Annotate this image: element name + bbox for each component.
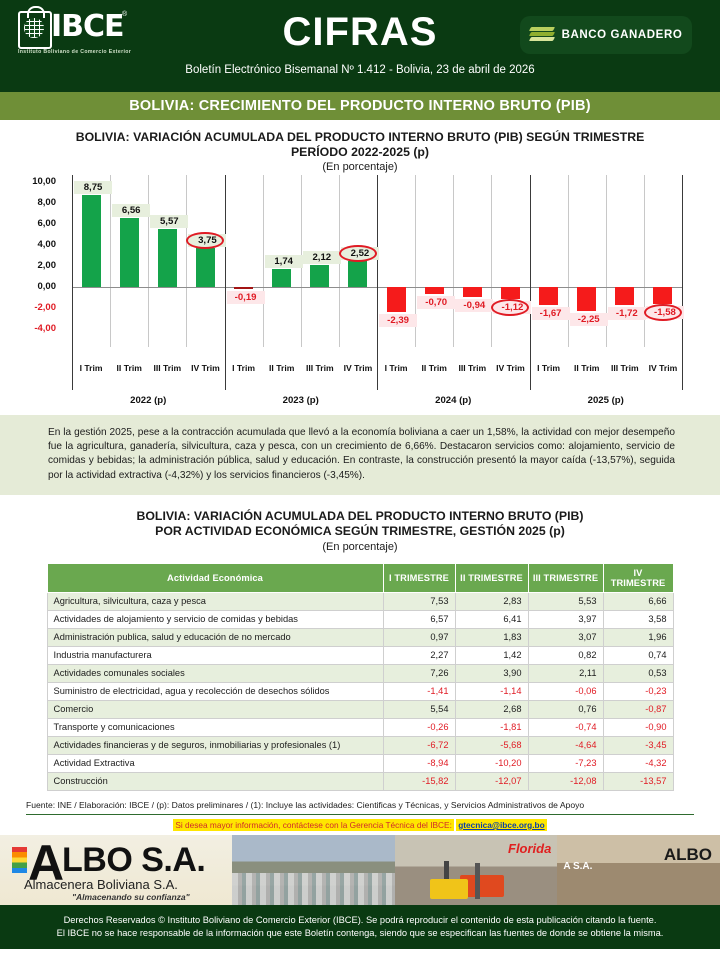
table-cell-value: 1,96 xyxy=(603,628,673,646)
table-cell-activity: Actividades comunales sociales xyxy=(47,664,383,682)
x-axis-tick-label: I Trim xyxy=(537,363,561,373)
table-cell-value: -4,32 xyxy=(603,754,673,772)
banner-photo-warehouse xyxy=(557,835,720,905)
table-row xyxy=(47,700,673,718)
table-header-row xyxy=(47,563,673,592)
parked-cars-texture xyxy=(232,873,395,905)
chart-bar xyxy=(310,265,329,287)
group-separator xyxy=(530,175,531,390)
table-cell-activity: Comercio xyxy=(47,700,383,718)
chart-gridline xyxy=(263,175,264,347)
x-axis-tick-label: II Trim xyxy=(421,363,447,373)
chart-bar xyxy=(387,287,406,312)
source-line: Fuente: INE / Elaboración: IBCE / (p): Datos preliminares / (1): Incluye las actividades: Cientificas y Técnicas, y Servicios Administrativos de Apoyo xyxy=(26,800,694,815)
bulletin-line: Boletín Electrónico Bisemanal Nº 1.412 - Bolivia, 23 de abril de 2026 xyxy=(185,64,535,76)
table-cell-value: -0,74 xyxy=(528,718,603,736)
albo-sign-label: ALBO xyxy=(663,844,713,864)
table-cell-value: -13,57 xyxy=(603,772,673,790)
table-column-header: III TRIMESTRE xyxy=(528,563,603,592)
x-axis-tick-label: IV Trim xyxy=(648,363,678,373)
table-cell-value: 6,57 xyxy=(383,610,455,628)
bar-value-label: -1,58 xyxy=(646,306,684,319)
sponsor-label: BANCO GANADERO xyxy=(561,29,683,41)
bar-value-label: 8,75 xyxy=(74,181,112,194)
x-axis-tick-label: III Trim xyxy=(305,363,334,373)
table-cell-value: 0,76 xyxy=(528,700,603,718)
y-axis-tick-label: -4,00 xyxy=(34,323,56,334)
table-cell-value: 7,26 xyxy=(383,664,455,682)
table-cell-value: 1,42 xyxy=(455,646,528,664)
bar-value-label: 2,12 xyxy=(303,251,341,264)
table-cell-value: -3,45 xyxy=(603,736,673,754)
ibce-logo-tagline: Instituto Boliviano de Comercio Exterior xyxy=(18,49,132,55)
table-cell-value: -5,68 xyxy=(455,736,528,754)
table-cell-value: 3,97 xyxy=(528,610,603,628)
albo-logo[interactable] xyxy=(0,835,232,905)
ibce-logo-text: IBCE xyxy=(51,9,124,44)
y-axis-tick-label: 4,00 xyxy=(37,239,56,250)
section-band xyxy=(0,92,720,120)
section-band-title: BOLIVIA: CRECIMIENTO DEL PRODUCTO INTERNO BRUTO (PIB) xyxy=(129,98,591,114)
table-title-line1: BOLIVIA: VARIACIÓN ACUMULADA DEL PRODUCTO INTERNO BRUTO (PIB) xyxy=(136,508,584,523)
table-cell-value: -0,26 xyxy=(383,718,455,736)
chart-bar xyxy=(615,287,634,305)
footer-line-1: Derechos Reservados © Instituto Boliviano de Comercio Exterior (IBCE). Se podrá reproducir el contenido de esta publicación citando la fuente. xyxy=(63,915,657,926)
bar-value-label: -2,25 xyxy=(570,313,608,326)
contact-email-link[interactable]: gtecnica@ibce.org.bo xyxy=(458,819,545,830)
registered-mark-icon: ® xyxy=(122,11,128,18)
table-cell-value: -15,82 xyxy=(383,772,455,790)
x-axis-tick-label: III Trim xyxy=(458,363,487,373)
banner-photo-yard xyxy=(232,835,395,905)
chart-bar xyxy=(501,287,520,299)
pib-table xyxy=(47,563,674,791)
chart-title-line1: BOLIVIA: VARIACIÓN ACUMULADA DEL PRODUCTO INTERNO BRUTO (PIB) SEGÚN TRIMESTRE xyxy=(75,130,645,144)
narrative-text: En la gestión 2025, pese a la contracción acumulada que llevó a la economía boliviana a caer un 1,58%, la actividad con mejor desempeño fue la agricultura, ganadería, silvicultura, caza y pesca, con un crecimiento de 6,66%. Destacaron servicios como: alojamiento, servicio de comidas y bebidas; la administración pública, salud y educación. En contraste, la construcción presentó la mayor caída (-13,57%), seguida por la actividad extractiva (-4,32%) y los servicios financieros (-3,45%). xyxy=(48,427,675,481)
table-cell-value: -1,81 xyxy=(455,718,528,736)
chart-bar xyxy=(577,287,596,311)
table-title xyxy=(0,509,720,539)
sponsor-banner xyxy=(0,835,720,905)
x-axis-group-label: 2024 (p) xyxy=(435,395,472,406)
table-cell-value: -7,23 xyxy=(528,754,603,772)
table-row xyxy=(47,772,673,790)
table-cell-value: 2,83 xyxy=(455,592,528,610)
table-cell-value: 0,53 xyxy=(603,664,673,682)
table-row xyxy=(47,592,673,610)
chart-gridline xyxy=(491,175,492,347)
table-row xyxy=(47,754,673,772)
chart-bar xyxy=(348,261,367,287)
rainbow-icon xyxy=(12,847,27,873)
table-row xyxy=(47,664,673,682)
x-axis-tick-label: II Trim xyxy=(269,363,295,373)
table-cell-value: 3,90 xyxy=(455,664,528,682)
table-cell-value: -1,14 xyxy=(455,682,528,700)
table-cell-value: 1,83 xyxy=(455,628,528,646)
x-axis-tick-label: IV Trim xyxy=(343,363,373,373)
bar-value-label: 3,75 xyxy=(188,234,226,247)
table-body xyxy=(47,592,673,790)
albo-slogan: "Almacenando su confianza" xyxy=(72,891,190,902)
table-cell-value: 2,11 xyxy=(528,664,603,682)
table-section xyxy=(0,495,720,791)
table-column-header: II TRIMESTRE xyxy=(455,563,528,592)
chart-gridline xyxy=(110,175,111,347)
banner-photo-forklift xyxy=(395,835,558,905)
contact-text: Si desea mayor información, contáctese con la Gerencia Técnica del IBCE: xyxy=(175,819,452,830)
x-axis-tick-label: I Trim xyxy=(232,363,256,373)
table-cell-value: -1,41 xyxy=(383,682,455,700)
table-cell-value: 7,53 xyxy=(383,592,455,610)
table-cell-value: 3,58 xyxy=(603,610,673,628)
x-axis-tick-label: IV Trim xyxy=(496,363,525,373)
x-axis-tick-label: I Trim xyxy=(79,363,103,373)
chart-bar xyxy=(82,195,101,287)
y-axis-tick-label: 2,00 xyxy=(37,260,56,271)
table-column-header: IV TRIMESTRE xyxy=(603,563,673,592)
albo-sa-sign-label: A S.A. xyxy=(563,860,593,872)
contact-line xyxy=(0,820,720,835)
albo-subtitle: Almacenera Boliviana S.A. xyxy=(24,876,178,892)
table-cell-value: 2,68 xyxy=(455,700,528,718)
chart-bar xyxy=(272,269,291,287)
bar-value-label: -1,72 xyxy=(608,307,646,320)
table-cell-value: -12,07 xyxy=(455,772,528,790)
chart-bar xyxy=(425,287,444,294)
bar-value-label: -1,12 xyxy=(493,301,531,314)
table-cell-activity: Construcción xyxy=(47,772,383,790)
florida-sign-label: Florida xyxy=(508,840,552,856)
table-cell-value: -4,64 xyxy=(528,736,603,754)
group-separator xyxy=(225,175,226,390)
table-cell-value: -0,87 xyxy=(603,700,673,718)
bar-value-label: -0,70 xyxy=(417,296,455,309)
table-cell-activity: Suministro de electricidad, agua y recolección de desechos sólidos xyxy=(47,682,383,700)
table-cell-value: 0,74 xyxy=(603,646,673,664)
chart-bar xyxy=(463,287,482,297)
chart-bar xyxy=(120,218,139,287)
table-cell-value: -0,06 xyxy=(528,682,603,700)
page-footer xyxy=(0,905,720,949)
y-axis-tick-label: 10,00 xyxy=(32,176,56,187)
x-axis-tick-label: IV Trim xyxy=(191,363,220,373)
chart-gridline xyxy=(186,175,187,347)
group-separator xyxy=(72,175,73,390)
page-header xyxy=(0,0,720,92)
table-cell-value: 5,53 xyxy=(528,592,603,610)
table-cell-value: -10,20 xyxy=(455,754,528,772)
bar-value-label: 2,52 xyxy=(341,247,379,260)
table-cell-value: 3,07 xyxy=(528,628,603,646)
chart-plot-area xyxy=(0,175,720,415)
chart-subtitle: (En porcentaje) xyxy=(322,161,398,173)
x-axis-tick-label: II Trim xyxy=(574,363,600,373)
x-axis-group-label: 2025 (p) xyxy=(587,395,624,406)
table-row xyxy=(47,736,673,754)
bar-value-label: -1,67 xyxy=(532,307,570,320)
bar-value-label: 5,57 xyxy=(150,215,188,228)
y-axis-tick-label: 8,00 xyxy=(37,197,56,208)
table-row xyxy=(47,628,673,646)
chart-gridline xyxy=(644,175,645,347)
y-axis-tick-label: -2,00 xyxy=(34,302,56,313)
albo-wordmark: LBO S.A. xyxy=(62,840,206,879)
y-axis-tick-label: 6,00 xyxy=(37,218,56,229)
table-cell-value: 2,27 xyxy=(383,646,455,664)
table-cell-value: -0,90 xyxy=(603,718,673,736)
footer-line-2: El IBCE no se hace responsable de la información que este Boletín contenga, siendo que se especifican las fuentes de donde se obtiene la misma. xyxy=(56,928,664,939)
x-axis-tick-label: III Trim xyxy=(153,363,182,373)
table-row xyxy=(47,646,673,664)
table-cell-activity: Actividad Extractiva xyxy=(47,754,383,772)
x-axis-tick-label: II Trim xyxy=(116,363,142,373)
chart-bar xyxy=(196,248,215,287)
bar-value-label: -2,39 xyxy=(379,314,417,327)
table-row xyxy=(47,718,673,736)
forklift-icon xyxy=(430,879,468,899)
table-cell-value: 0,82 xyxy=(528,646,603,664)
y-axis-tick-label: 0,00 xyxy=(37,281,56,292)
x-axis-tick-label: III Trim xyxy=(610,363,639,373)
table-cell-value: 5,54 xyxy=(383,700,455,718)
table-cell-value: 0,97 xyxy=(383,628,455,646)
table-column-header: I TRIMESTRE xyxy=(383,563,455,592)
table-title-line2: POR ACTIVIDAD ECONÓMICA SEGÚN TRIMESTRE, GESTIÓN 2025 (p) xyxy=(155,523,565,538)
table-cell-activity: Actividades de alojamiento y servicio de comidas y bebidas xyxy=(47,610,383,628)
table-cell-activity: Industria manufacturera xyxy=(47,646,383,664)
bar-value-label: -0,19 xyxy=(227,291,265,304)
bar-value-label: 1,74 xyxy=(265,255,303,268)
chart-bar xyxy=(158,229,177,287)
table-row xyxy=(47,682,673,700)
table-cell-activity: Administración publica, salud y educación de no mercado xyxy=(47,628,383,646)
table-cell-value: -0,23 xyxy=(603,682,673,700)
x-axis-group-label: 2023 (p) xyxy=(282,395,319,406)
chart-gridline xyxy=(148,175,149,347)
chart-title-line2: PERÍODO 2022-2025 (p) xyxy=(290,144,430,159)
chart-gridline xyxy=(453,175,454,347)
x-axis-tick-label: I Trim xyxy=(384,363,408,373)
table-row xyxy=(47,610,673,628)
table-subtitle: (En porcentaje) xyxy=(322,540,398,553)
bar-value-label: 6,56 xyxy=(112,204,150,217)
group-separator xyxy=(377,175,378,390)
bar-value-label: -0,94 xyxy=(455,299,493,312)
table-cell-value: 6,41 xyxy=(455,610,528,628)
chart-gridline xyxy=(568,175,569,347)
chart-title xyxy=(0,120,720,159)
banco-ganadero-chevron-icon xyxy=(530,27,554,43)
table-cell-value: -12,08 xyxy=(528,772,603,790)
x-axis-group-label: 2022 (p) xyxy=(130,395,167,406)
table-column-header: Actividad Económica xyxy=(47,563,383,592)
chart-bar xyxy=(234,287,253,289)
group-separator xyxy=(682,175,683,390)
chart-bar xyxy=(539,287,558,305)
table-cell-activity: Transporte y comunicaciones xyxy=(47,718,383,736)
table-cell-value: 6,66 xyxy=(603,592,673,610)
table-cell-activity: Agricultura, silvicultura, caza y pesca xyxy=(47,592,383,610)
table-cell-activity: Actividades financieras y de seguros, inmobiliarias y profesionales (1) xyxy=(47,736,383,754)
page-title: CIFRAS xyxy=(282,10,438,54)
narrative-block xyxy=(0,415,720,495)
table-cell-value: -6,72 xyxy=(383,736,455,754)
table-cell-value: -8,94 xyxy=(383,754,455,772)
sponsor-badge[interactable] xyxy=(520,16,692,54)
chart-bar xyxy=(653,287,672,304)
chart-section xyxy=(0,120,720,415)
